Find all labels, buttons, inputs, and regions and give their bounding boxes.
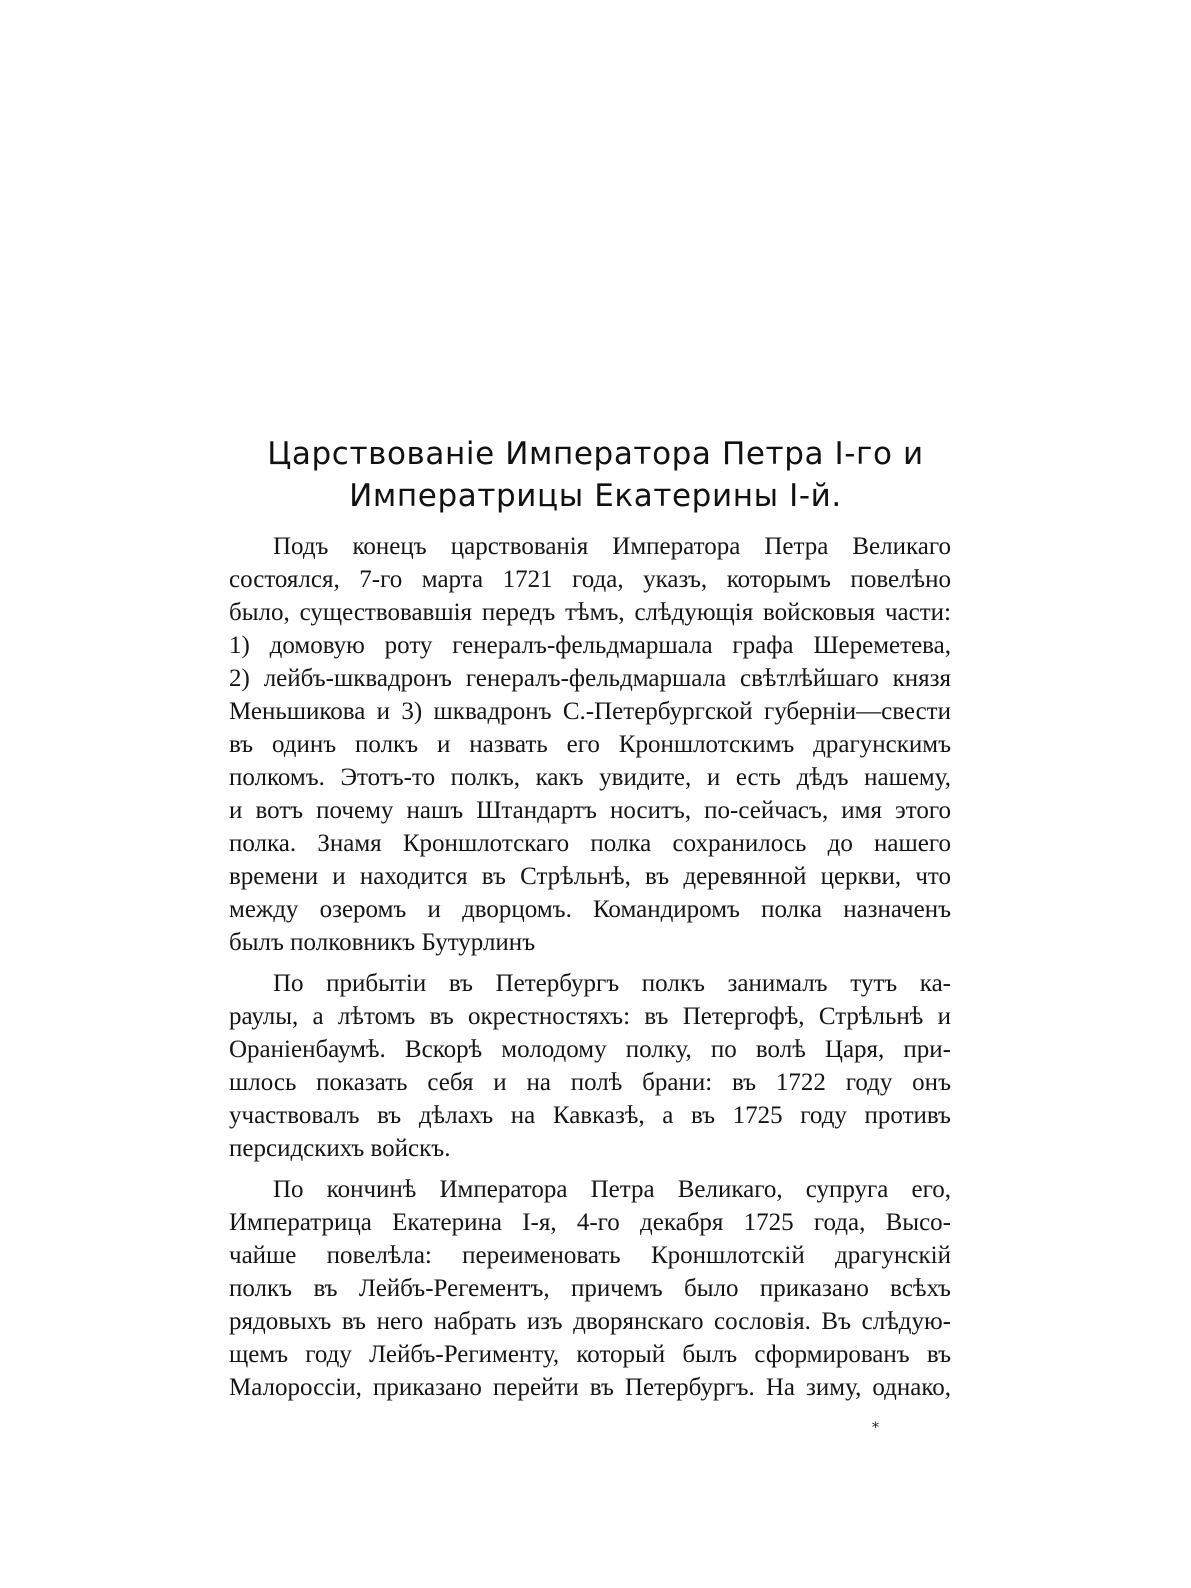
text-line: времени и находится въ Стрѣльнѣ, въ деревянной церкви, что: [229, 863, 951, 890]
text-line: Подъ конецъ царствованія Императора Петра Великаго: [273, 533, 951, 560]
text-line: было, существовавшія передъ тѣмъ, слѣдующія войсковыя части:: [229, 599, 951, 626]
text-line: чайше повелѣла: переименовать Кроншлотскій драгунскій: [229, 1242, 951, 1269]
paragraph-1: [229, 530, 951, 959]
text-line: состоялся, 7-го марта 1721 года, указъ, которымъ повелѣно: [229, 566, 951, 593]
text-line: и вотъ почему нашъ Штандартъ носитъ, по-сейчасъ, имя этого: [229, 797, 951, 824]
text-line: По прибытіи въ Петербургъ полкъ занималъ тутъ ка-: [273, 970, 951, 997]
text-line: въ одинъ полкъ и назвать его Кроншлотскимъ драгунскимъ: [229, 731, 951, 758]
paragraph-spacer: [229, 959, 951, 967]
text-line: Малороссіи, приказано перейти въ Петербургъ. На зиму, однако,: [229, 1374, 951, 1401]
text-line: между озеромъ и дворцомъ. Командиромъ полка назначенъ: [229, 896, 951, 923]
body-text: [229, 530, 951, 1404]
text-line: Императрица Екатерина I-я, 4-го декабря 1725 года, Высо-: [229, 1209, 951, 1236]
text-line: шлось показать себя и на полѣ брани: въ 1722 году онъ: [229, 1069, 951, 1096]
text-line: рядовыхъ въ него набрать изъ дворянскаго сословія. Въ слѣдую-: [229, 1308, 951, 1335]
chapter-title: [200, 433, 991, 517]
paragraph-3: [229, 1173, 951, 1404]
chapter-title-line-1: Царствованіе Императора Петра I-го и: [267, 436, 924, 472]
text-line: полкомъ. Этотъ-то полкъ, какъ увидите, и есть дѣдъ нашему,: [229, 764, 951, 791]
text-line: персидскихъ войскъ.: [229, 1135, 451, 1162]
paragraph-2: [229, 967, 951, 1165]
text-line: участвовалъ въ дѣлахъ на Кавказѣ, а въ 1725 году противъ: [229, 1102, 951, 1129]
text-line: 2) лейбъ-шквадронъ генералъ-фельдмаршала свѣтлѣйшаго князя: [229, 665, 951, 692]
text-line: полкъ въ Лейбъ-Регементъ, причемъ было приказано всѣхъ: [229, 1275, 951, 1302]
text-line: 1) домовую роту генералъ-фельдмаршала графа Шереметева,: [229, 632, 951, 659]
text-line: щемъ году Лейбъ-Регименту, который былъ сформированъ въ: [229, 1341, 951, 1368]
text-line: раулы, а лѣтомъ въ окрестностяхъ: въ Петергофѣ, Стрѣльнѣ и: [229, 1003, 951, 1030]
text-line: Ораніенбаумѣ. Вскорѣ молодому полку, по волѣ Царя, при-: [229, 1036, 951, 1063]
text-line: Меньшикова и 3) шквадронъ С.-Петербургской губерніи—свести: [229, 698, 951, 725]
chapter-title-line-2: Императрицы Екатерины I-й.: [349, 478, 842, 514]
signature-mark: *: [872, 1420, 879, 1436]
paragraph-spacer: [229, 1165, 951, 1173]
text-line: По кончинѣ Императора Петра Великаго, супруга его,: [273, 1176, 951, 1203]
text-line: былъ полковникъ Бутурлинъ: [229, 929, 536, 956]
text-line: полка. Знамя Кроншлотскаго полка сохранилось до нашего: [229, 830, 951, 857]
